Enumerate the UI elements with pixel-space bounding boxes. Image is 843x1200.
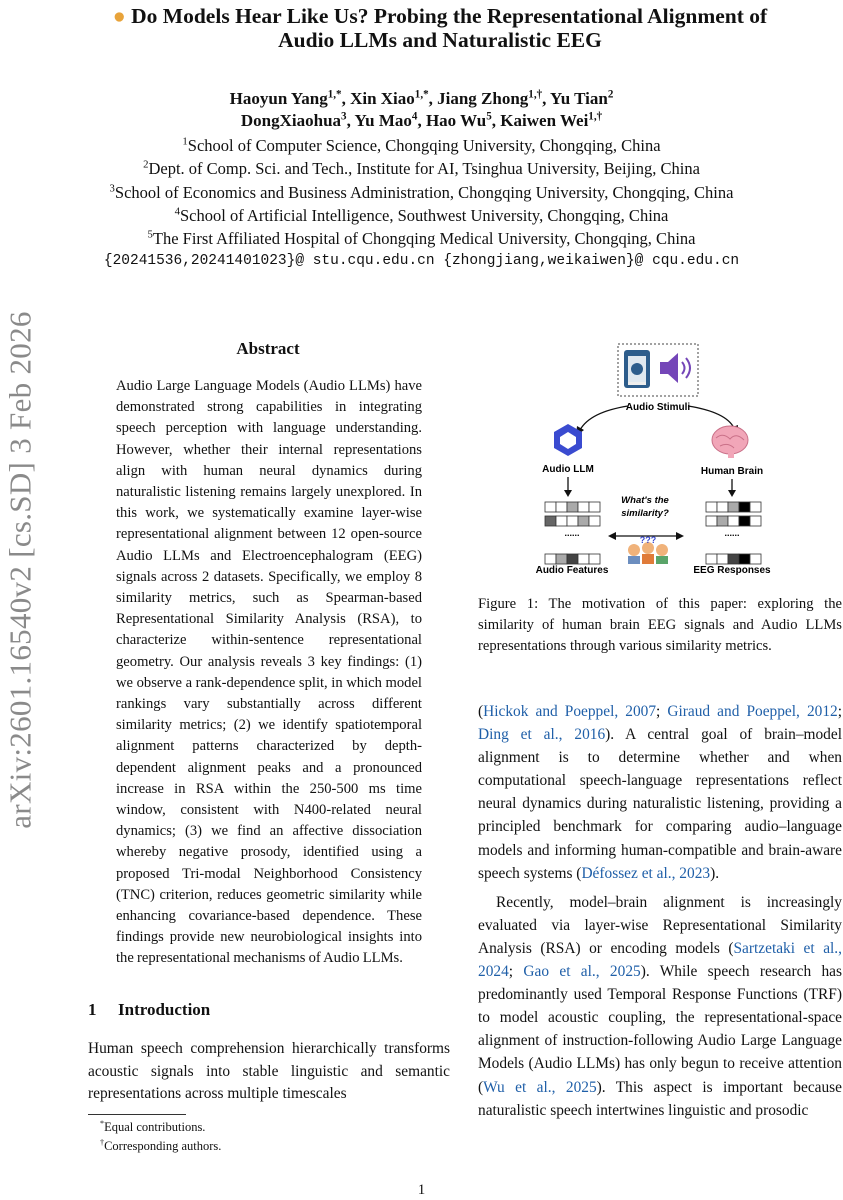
arrow-to-llm — [580, 406, 628, 430]
grid-cell — [545, 554, 556, 564]
paper-title — [60, 4, 820, 52]
grid-cell — [717, 516, 728, 526]
brain-icon — [712, 426, 748, 458]
section-title: Introduction — [118, 1000, 211, 1019]
author-name: DongXiaohua — [240, 111, 342, 130]
eeg-responses-label: EEG Responses — [693, 565, 771, 576]
citation-link[interactable]: Ding et al., 2016 — [478, 726, 606, 744]
body-text: Recently, model–brain alignment is increasingly evaluated via layer-wise Representational Similarity Analysis (RSA) or encoding models ( — [478, 893, 842, 957]
grid-cell — [706, 502, 717, 512]
author-emails[interactable]: {20241536,20241401023}@ stu.cqu.edu.cn {zhongjiang,weikaiwen}@ cqu.edu.cn — [103, 253, 740, 270]
human-brain-label: Human Brain — [700, 466, 764, 477]
grid-cell — [567, 502, 578, 512]
affiliation-1: $^1$School of Computer Science, Chongqing University, Chongqing, China — [182, 135, 661, 155]
grid-cell — [567, 554, 578, 564]
author-affiliation-mark: 5 — [486, 110, 492, 123]
audio-features-label: Audio Features — [535, 565, 609, 576]
author-name: Hao Wu — [425, 111, 487, 130]
grid-cell — [589, 502, 600, 512]
svg-text:???: ??? — [639, 535, 657, 545]
author-list — [0, 88, 843, 132]
grid-cell — [750, 502, 761, 512]
author-name: Jiang Zhong — [437, 89, 529, 108]
grid-cell — [545, 516, 556, 526]
grid-cell — [717, 554, 728, 564]
grid-cell — [750, 554, 761, 564]
arxiv-id-text: arXiv:2601.16540v2 [cs.SD] 3 Feb 2026 — [3, 311, 38, 829]
speaker-icon — [660, 353, 690, 383]
book-icon — [624, 350, 650, 388]
citation-link[interactable]: Défossez et al., 2023 — [581, 864, 711, 882]
footnotes — [100, 1118, 221, 1156]
body-text: ). — [710, 864, 720, 882]
author-name: Xin Xiao — [350, 89, 415, 108]
affiliations — [0, 134, 843, 274]
grid-cell — [717, 502, 728, 512]
grid-cell — [589, 516, 600, 526]
author-affiliation-mark: 2 — [607, 88, 614, 101]
abstract-body: Audio Large Language Models (Audio LLMs) have demonstrated strong capabilities in integrating speech perception with language understanding. However, whether their internal representations align with human neural dynamics during naturalistic listening remains largely unexplored. In this work, we systematically examine layer-wise representational alignment between 12 open-source Audio LLMs and Electroencephalogram (EEG) signals across 2 datasets. Specifically, we employ 8 similarity metrics, such as Spearman-based Representational Similarity Analysis (RSA), to characterize within-sentence representational geometry. Our analysis reveals 3 key findings: (1) we observe a rank-dependence split, in which model rankings vary substantially across different similarity metrics; (2) we identify spatiotemporal alignment patterns characterized by depth-dependent alignment peaks and a pronounced increase in RSA within the 250-500 ms time window, consistent with N400-related neural dynamics; (3) we find an affective dissociation whereby negative prosody, identified using a proposed Tri-modal Neighborhood Consistency (TNC) criterion, reduces geometric similarity while enhancing covariance-based dependence. These findings provide new neurobiological insights into the representational mechanisms of Audio LLMs. — [116, 378, 422, 967]
author-affiliation-mark: 1,* — [327, 88, 342, 101]
grid-cell — [728, 516, 739, 526]
affiliation-2: $^2$Dept. of Comp. Sci. and Tech., Institute for AI, Tsinghua University, Beijing, China — [143, 158, 700, 179]
grid-cell — [706, 554, 717, 564]
body-text: ). This aspect is important because naturalistic speech intertwines linguistic and prosodic — [478, 1078, 842, 1119]
author-affiliation-mark: 3 — [341, 110, 347, 123]
author-name: Haoyun Yang — [229, 89, 328, 108]
author-affiliation-mark: 1,† — [528, 88, 543, 101]
author-affiliation-mark: 4 — [411, 110, 418, 123]
similarity-question-2: similarity? — [621, 508, 669, 519]
citation-link[interactable]: Giraud and Poeppel, 2012 — [667, 703, 838, 720]
grid-cell — [556, 516, 567, 526]
affiliation-4: $^4$School of Artificial Intelligence, Southwest University, Chongqing, China — [174, 205, 669, 225]
body-text: ). While speech research has predominantly used Temporal Response Functions (TRF) to model acoustic coupling, the representational-space alignment of instruction-following Audio Large Language Models (Audio LLMs) has only begun to receive attention ( — [478, 963, 842, 1096]
author-name: Kaiwen Wei — [500, 111, 589, 130]
body-text: ). A central goal of brain–model alignment is to determine whether and when computational speech-language representations reflect neural dynamics during naturalistic listening, providing a principled benchmark for comparing audio–language models and informing human-compatible and brain-aware speech systems ( — [478, 726, 842, 882]
paragraph-2 — [478, 891, 842, 1122]
footnote-rule — [88, 1114, 186, 1115]
grid-cell — [728, 502, 739, 512]
figure-1-caption: Figure 1: The motivation of this paper: exploring the similarity of human brain EEG signals and Audio LLMs representations through various similarity metrics. — [478, 596, 842, 654]
title-line-1: Do Models Hear Like Us? Probing the Representational Alignment of — [131, 4, 768, 28]
grid-cell — [567, 516, 578, 526]
author-name: Yu Mao — [354, 111, 412, 130]
grid-cell — [578, 554, 589, 564]
affiliation-5: $^5$The First Affiliated Hospital of Chongqing Medical University, Chongqing, China — [147, 228, 696, 249]
grid-cell — [545, 502, 556, 512]
author-affiliation-mark: 1,† — [588, 110, 603, 123]
citation-link[interactable]: Sartzetaki et al., 2024 — [478, 939, 842, 981]
footnote-1: *Equal contributions. — [100, 1118, 206, 1134]
affiliation-3: $^3$School of Economics and Business Administration, Chongqing University, Chongqing, China — [109, 182, 734, 202]
audio-stimuli-label: Audio Stimuli — [625, 402, 691, 413]
grid-cell — [556, 502, 567, 512]
body-text: ; — [837, 703, 843, 720]
grid-cell — [706, 516, 717, 526]
similarity-question-1: What's the — [621, 495, 669, 506]
grid-cell — [739, 502, 750, 512]
section-number: 1 — [88, 1000, 97, 1019]
grid-cell — [556, 554, 567, 564]
grid-cell — [578, 502, 589, 512]
page-number: 1 — [417, 1182, 426, 1198]
author-line-2: DongXiaohua$^3$, Yu Mao$^4$, Hao Wu$^5$, Kaiwen Wei$^{1,\dagger}$ — [240, 110, 603, 130]
figure-1 — [520, 340, 780, 590]
arxiv-identifier — [4, 290, 38, 850]
citation-link[interactable]: Hickok and Poeppel, 2007 — [483, 703, 657, 720]
body-text: ; — [656, 703, 668, 720]
author-name: Yu Tian — [549, 89, 608, 108]
grid-cell — [728, 554, 739, 564]
abstract-heading: Abstract — [236, 339, 300, 358]
ear-icon: ● — [112, 4, 126, 28]
grid-cell — [739, 516, 750, 526]
citation-link[interactable]: Wu et al., 2025 — [483, 1078, 597, 1096]
people-icon — [628, 535, 668, 564]
author-line-1: Haoyun Yang$^{1,*}$, Xin Xiao$^{1,*}$, Jiang Zhong$^{1,\dagger}$, Yu Tian$^2$ — [229, 88, 614, 108]
title-line-2: Audio LLMs and Naturalistic EEG — [278, 28, 602, 52]
introduction-continued — [478, 700, 842, 1122]
eeg-dots: ...... — [724, 528, 740, 538]
grid-cell — [739, 554, 750, 564]
grid-cell — [578, 516, 589, 526]
introduction-text: Human speech comprehension hierarchically transforms acoustic signals into stable linguistic and semantic representations across multiple timescales — [88, 1040, 450, 1102]
citation-link[interactable]: Gao et al., 2025 — [523, 963, 641, 981]
footnote-2: †Corresponding authors. — [100, 1137, 222, 1153]
audio-llm-label: Audio LLM — [542, 464, 594, 475]
introduction-heading — [88, 1000, 210, 1020]
grid-cell — [750, 516, 761, 526]
arrow-to-brain — [688, 406, 734, 428]
paragraph-1: (Hickok and Poeppel, 2007; Giraud and Poeppel, 2012; Ding et al., 2016). A central goal of brain–model alignment is to determine whether and when computational speech-language representations reflect neural dynamics during naturalistic listening, providing a principled benchmark for comparing audio–language models and informing human-compatible and brain-aware speech systems (Défossez et al., 2023). — [478, 703, 843, 882]
grid-cell — [589, 554, 600, 564]
body-text: ; — [508, 963, 524, 981]
author-affiliation-mark: 1,* — [414, 88, 429, 101]
features-dots: ...... — [564, 528, 580, 538]
